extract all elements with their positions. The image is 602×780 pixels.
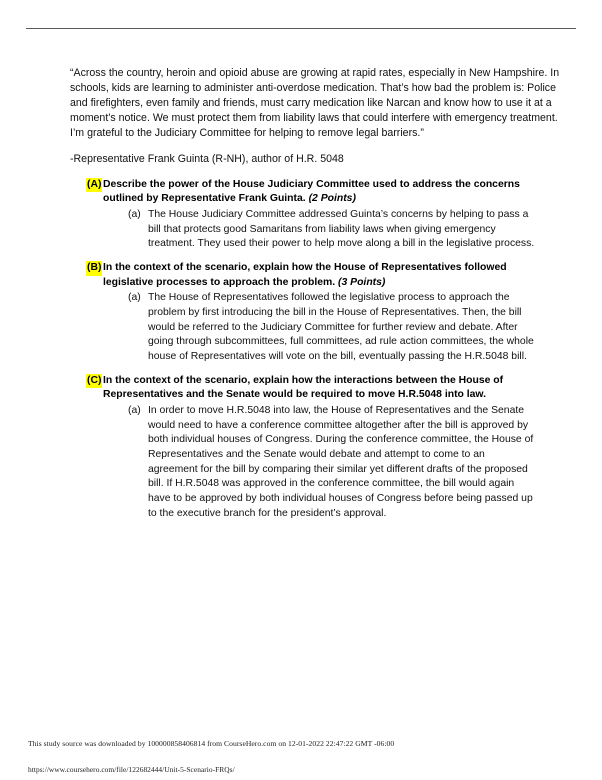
question-b-prompt-text: In the context of the scenario, explain how the House of Representatives followed legislative processes to approach the problem.	[103, 262, 507, 288]
answer-b-marker: (a)	[128, 292, 141, 304]
answer-a-row	[0, 208, 602, 252]
scenario-attribution: -Representative Frank Guinta (R-NH), author of H.R. 5048	[70, 153, 344, 166]
answer-a-marker: (a)	[128, 208, 141, 220]
question-a-points: (2 Points)	[308, 193, 356, 205]
answer-c-marker: (a)	[128, 404, 141, 416]
answer-b-text: The House of Representatives followed the legislative process to approach the problem by first introducing the bill in the House of Representatives. Then, the bill would be referred to the Judiciary Committee for further review and debate. After going through subcommittees, full committees, ad rule action committees, the whole house of Representatives will vote on the bill, eventually passing the H.R.5048 bill.	[148, 292, 534, 363]
source-url: https://www.coursehero.com/file/122682444/Unit-5-Scenario-FRQs/	[28, 765, 235, 774]
answer-c-row	[0, 404, 602, 522]
question-b-label: (B)	[86, 261, 102, 276]
answer-c-text: In order to move H.R.5048 into law, the House of Representatives and the Senate would need to have a conference committee altogether after the bill is approved by both individual houses of Congress. During the conference committee, the House of Representatives and the Senate would debate and attempt to come to an agreement for the bill by comparing their similar yet different drafts of the proposed bill. If H.R.5048 was approved in the conference committee, the bill would again have to be approved by both individual houses of Congress before being passed up to the executive branch for the president’s approval.	[148, 404, 534, 519]
question-a-label: (A)	[86, 178, 102, 193]
download-notice: This study source was downloaded by 100000858406814 from CourseHero.com on 12-01-2022 22:47:22 GMT -06:00	[28, 739, 395, 748]
question-c-label: (C)	[86, 374, 102, 389]
document-body	[0, 66, 602, 522]
question-c-prompt-row	[0, 374, 602, 403]
question-section-c	[0, 374, 602, 522]
question-b-points: (3 Points)	[338, 276, 386, 288]
scenario-quote: “Across the country, heroin and opioid abuse are growing at rapid rates, especially in New Hampshire. In schools, kids are learning to administer anti-overdose medication. That’s how bad the problem is: Police and firefighters, even family and friends, must carry medication like Narcan and know how to use it at a moment’s notice. We must protect them from liability laws that could interfere with emergency treatment. I’m grateful to the Judiciary Committee for helping to remove legal barriers.”	[70, 67, 560, 140]
question-b-prompt-row	[0, 261, 602, 290]
question-a-prompt-text: Describe the power of the House Judiciary Committee used to address the concerns outlined by Representative Frank Guinta.	[103, 178, 520, 205]
question-a-prompt-row	[0, 178, 602, 207]
header-divider	[26, 28, 576, 29]
question-c-prompt-text: In the context of the scenario, explain how the interactions between the House of Representatives and the Senate would be required to move H.R.5048 into law.	[103, 374, 504, 401]
question-section-a	[0, 178, 602, 252]
question-section-b	[0, 261, 602, 365]
answer-a-text: The House Judiciary Committee addressed Guinta’s concerns by helping to pass a bill that protects good Samaritans from liability laws when giving emergency treatment. They used their power to help move along a bill in the legislative process.	[148, 208, 535, 250]
answer-b-row	[0, 291, 602, 365]
